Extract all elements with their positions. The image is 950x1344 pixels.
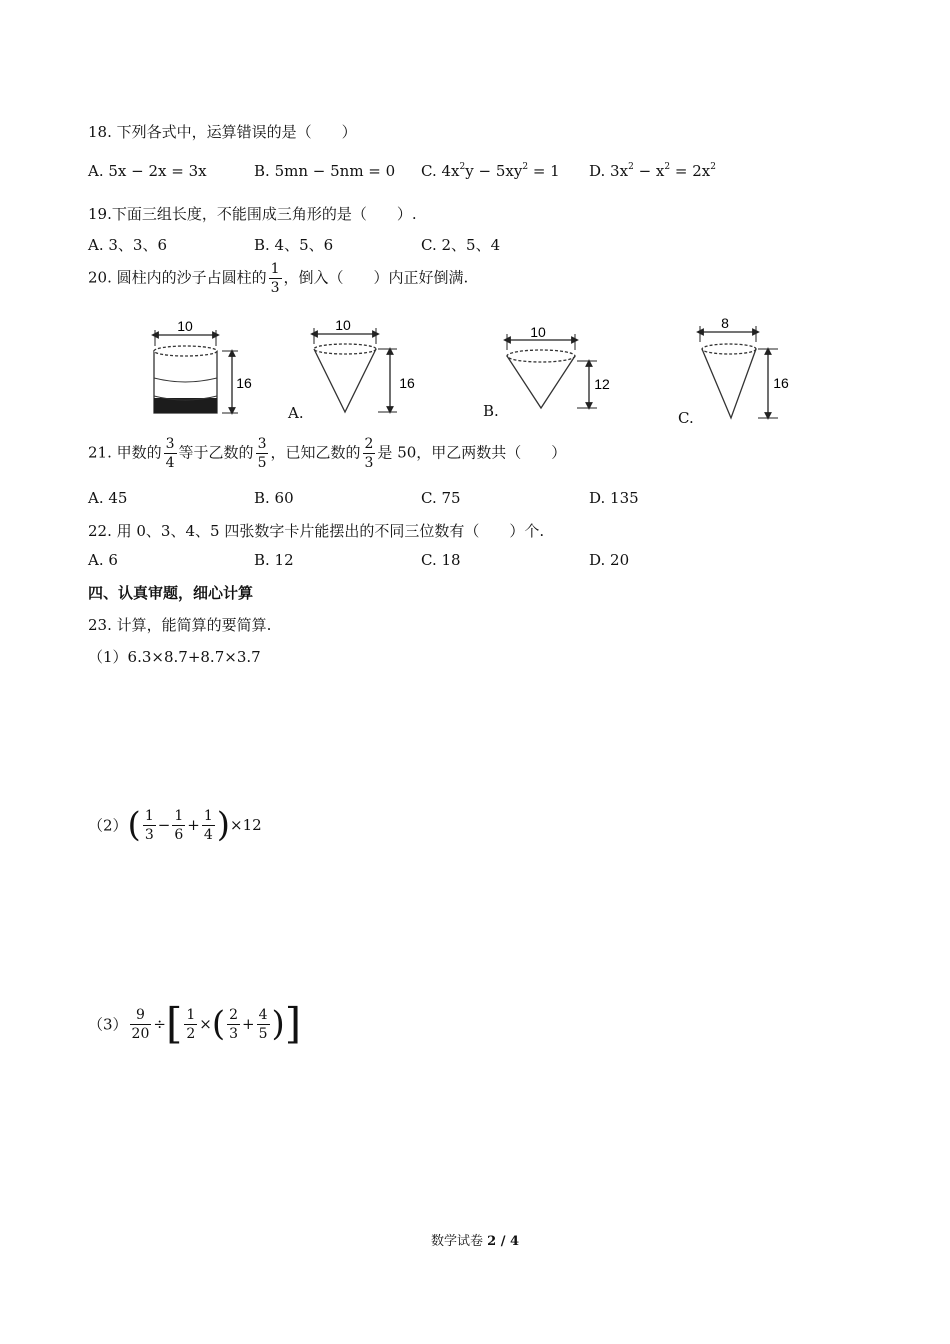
cone-a-diameter: 10	[335, 318, 351, 333]
q22-option-a: A. 6	[88, 551, 118, 569]
q20-option-c-label: C.	[678, 409, 694, 427]
q23-p3-frac-4-den: 5	[258, 1025, 268, 1042]
q18-option-d-label: D.	[589, 162, 606, 180]
q18-option-b-expr: 5mn − 5nm = 0	[274, 162, 396, 180]
q21-text-3: ，已知乙数的	[270, 443, 361, 462]
q18-stem: 18. 下列各式中，运算错误的是（ ）	[88, 123, 357, 141]
minus-sign: −	[157, 816, 171, 834]
q23-p3-frac-4-num: 4	[258, 1006, 268, 1023]
q20-option-a-label: A.	[288, 404, 304, 422]
q23-part-2-label: （2）	[88, 816, 128, 835]
q23-part-2	[88, 805, 262, 845]
q23-p3-frac-4	[257, 1008, 270, 1041]
cone-c-diameter: 8	[721, 318, 729, 331]
q23-p2-frac-2-num: 1	[174, 807, 184, 824]
q23-p3-frac-2	[184, 1008, 197, 1041]
q21-text-4: 是 50，甲乙两数共（ ）	[377, 443, 567, 462]
q23-stem: 23. 计算，能简算的要简算.	[88, 616, 272, 634]
cone-b-diameter: 10	[530, 324, 546, 340]
q21-frac-2-den: 5	[257, 455, 267, 471]
q21-frac-2-num: 3	[257, 436, 267, 452]
q23-part-1	[88, 646, 261, 667]
times-sign: ×	[199, 1015, 212, 1033]
q21-option-d: D. 135	[589, 489, 639, 507]
q23-p2-frac-1-num: 1	[144, 807, 154, 824]
q23-p3-frac-1-den: 20	[131, 1025, 150, 1042]
q23-p3-frac-1-num: 9	[130, 1008, 152, 1025]
q18-option-b	[254, 162, 395, 180]
cone-c-figure	[700, 318, 789, 418]
section-heading: 四、认真审题，细心计算	[88, 584, 254, 602]
q18-option-b-label: B.	[254, 162, 270, 180]
q21-option-a: A. 45	[88, 489, 128, 507]
q23-p3-frac-3-num: 2	[229, 1006, 239, 1023]
q23-part-3	[88, 999, 302, 1048]
q21-frac-3-num: 2	[364, 436, 374, 452]
q20-fraction	[269, 262, 282, 295]
right-bracket: ]	[284, 999, 302, 1048]
q23-p2-frac-2	[172, 809, 185, 842]
q18-option-d-expr: $3x^2 - x^2 = 2x^2$	[610, 162, 716, 180]
q23-p3-frac-3-den: 3	[229, 1025, 239, 1042]
q23-p3-frac-2-num: 1	[186, 1006, 196, 1023]
q21-stem	[88, 437, 566, 470]
q23-p3-frac-1	[130, 1008, 152, 1041]
q23-part-1-expr: 6.3×8.7+8.7×3.7	[127, 648, 261, 666]
right-paren: )	[216, 805, 230, 845]
q23-p2-frac-2-den: 6	[174, 826, 184, 843]
q23-p2-frac-3	[202, 809, 215, 842]
cone-b-height: 12	[594, 376, 610, 392]
q21-text-2: 等于乙数的	[178, 443, 254, 462]
q23-p2-frac-3-den: 4	[203, 826, 213, 843]
right-paren: )	[271, 1004, 285, 1044]
cylinder-height: 16	[236, 375, 252, 391]
q20-option-b-label: B.	[483, 402, 499, 420]
q23-p2-frac-1-den: 3	[144, 826, 154, 843]
q20-figures	[140, 318, 800, 430]
q23-part-3-label: （3）	[88, 1015, 128, 1034]
cone-b-figure	[507, 324, 610, 408]
left-paren: (	[211, 1004, 226, 1044]
q21-frac-2	[256, 437, 269, 470]
q22-option-d: D. 20	[589, 551, 630, 569]
left-paren: (	[127, 805, 141, 845]
q20-stem	[88, 262, 468, 295]
q18-option-a-expr: 5x − 2x = 3x	[108, 162, 207, 180]
q18-option-d	[589, 162, 716, 180]
q23-p2-frac-3-num: 1	[203, 807, 213, 824]
q20-frac-den: 3	[270, 280, 280, 296]
q20-frac-num: 1	[270, 261, 280, 277]
plus-sign: +	[242, 1015, 255, 1033]
page-footer	[431, 1230, 519, 1249]
q20-stem-tail: ，倒入（ ）内正好倒满.	[283, 268, 469, 287]
q21-frac-3-den: 3	[364, 455, 374, 471]
footer-label: 数学试卷	[431, 1234, 484, 1249]
q21-frac-1-num: 3	[165, 436, 175, 452]
q22-option-b: B. 12	[254, 551, 294, 569]
q23-p3-frac-2-den: 2	[186, 1025, 196, 1042]
plus-sign: +	[187, 816, 200, 834]
q20-stem-text: 20. 圆柱内的沙子占圆柱的	[88, 268, 267, 287]
cylinder-diameter: 10	[177, 318, 193, 334]
q19-option-a: A. 3、3、6	[88, 236, 167, 254]
q22-option-c: C. 18	[421, 551, 461, 569]
q23-p3-frac-3	[227, 1008, 240, 1041]
q21-option-b: B. 60	[254, 489, 294, 507]
q22-stem: 22. 用 0、3、4、5 四张数字卡片能摆出的不同三位数有（ ）个.	[88, 522, 545, 540]
page-number: 2 / 4	[487, 1234, 520, 1249]
cylinder-figure	[154, 318, 252, 413]
q19-stem: 19.下面三组长度，不能围成三角形的是（ ）.	[88, 205, 417, 223]
left-bracket: [	[165, 999, 183, 1048]
q23-p2-tail: ×12	[230, 816, 262, 834]
q21-frac-1-den: 4	[165, 455, 175, 471]
cone-a-figure	[314, 318, 415, 412]
cone-a-height: 16	[399, 375, 415, 391]
q21-text-1: 21. 甲数的	[88, 443, 162, 462]
cone-c-height: 16	[773, 375, 789, 391]
q23-part-1-label: （1）	[88, 648, 128, 666]
q18-option-c-expr: $4x^2y - 5xy^2 = 1$	[441, 162, 560, 180]
q18-option-c	[421, 162, 560, 180]
q18-option-c-label: C.	[421, 162, 437, 180]
q23-p2-frac-1	[143, 809, 156, 842]
q21-frac-1	[164, 437, 177, 470]
divide-sign: ÷	[153, 1015, 166, 1033]
q19-option-b: B. 4、5、6	[254, 236, 334, 254]
q19-option-c: C. 2、5、4	[421, 236, 501, 254]
q21-option-c: C. 75	[421, 489, 461, 507]
q18-option-a	[88, 162, 207, 180]
q21-frac-3	[363, 437, 376, 470]
q18-option-a-label: A.	[88, 162, 104, 180]
